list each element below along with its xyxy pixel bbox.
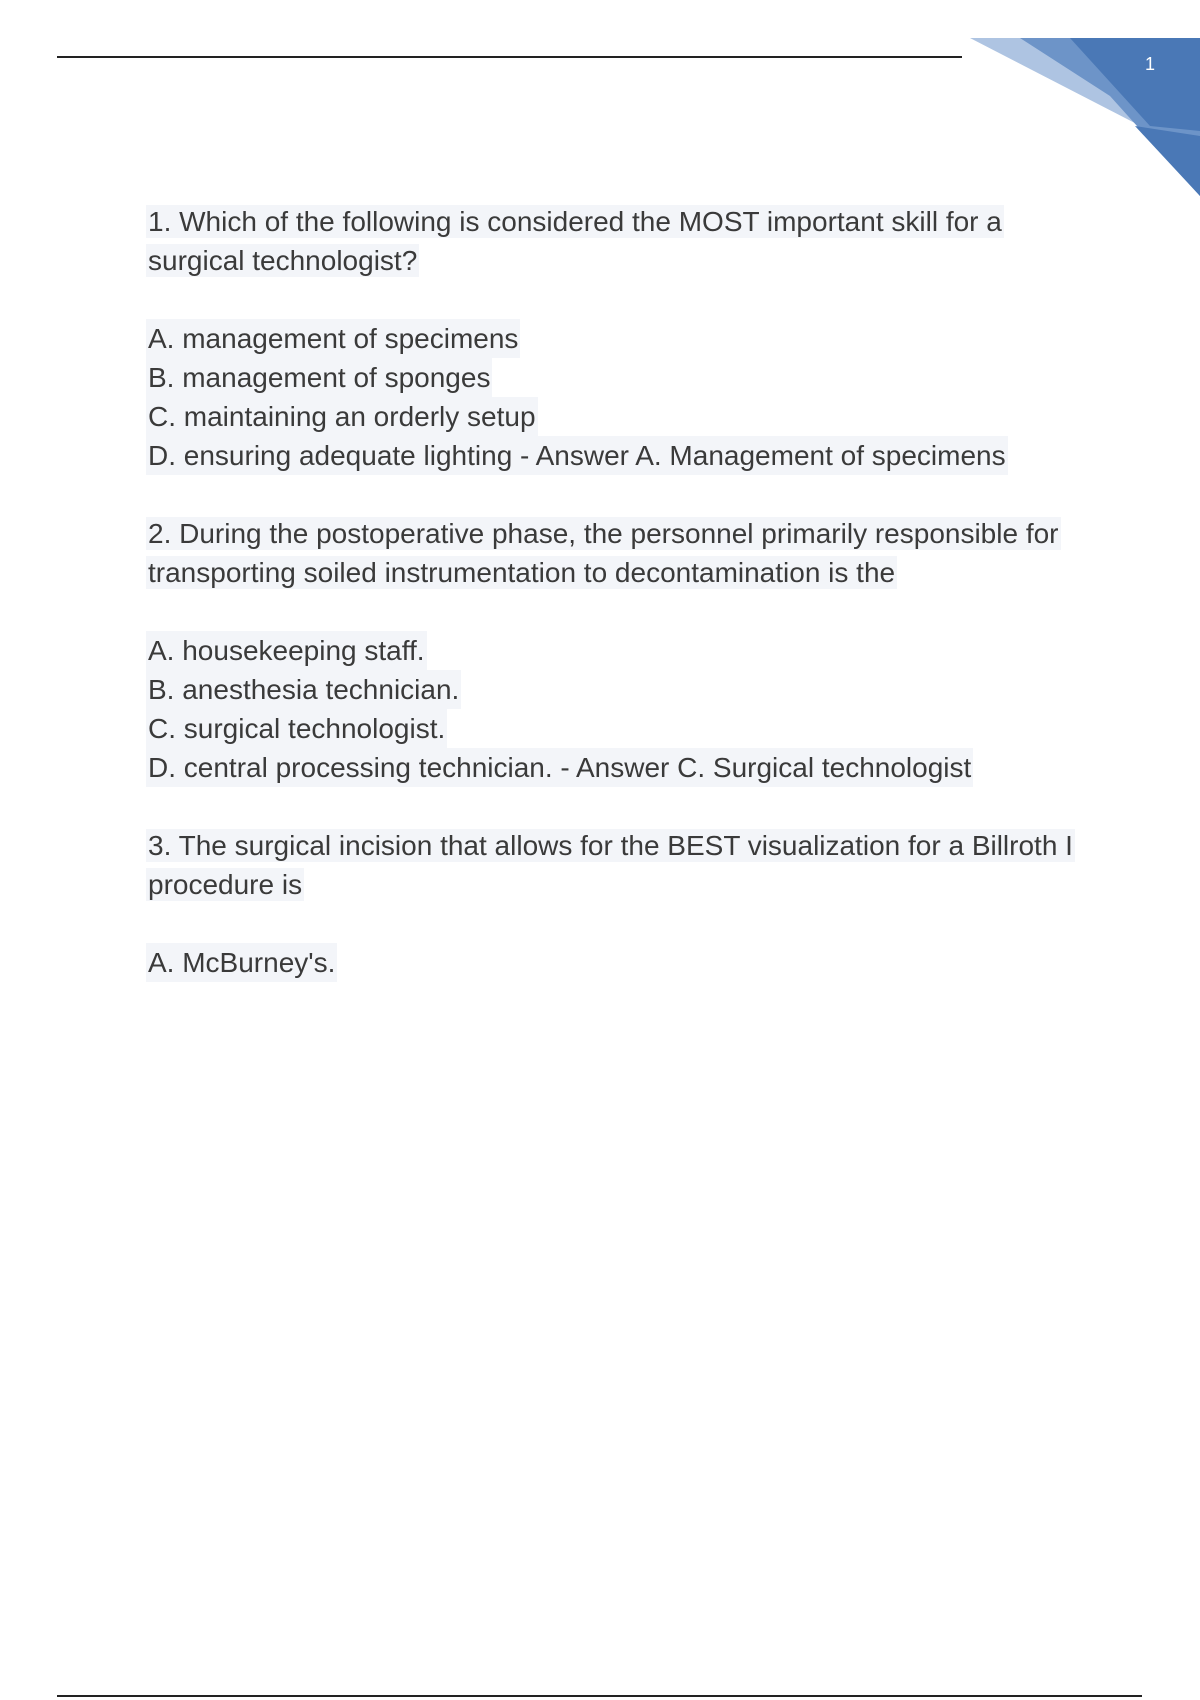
footer-rule xyxy=(57,1695,1142,1697)
option-item: C. maintaining an orderly setup xyxy=(146,397,538,436)
header-rule xyxy=(57,56,962,58)
option-item: A. management of specimens xyxy=(146,319,520,358)
corner-shape-tip xyxy=(1135,126,1200,196)
document-body xyxy=(146,202,1086,1021)
page-number: 1 xyxy=(1144,54,1155,74)
question-2 xyxy=(146,514,1086,787)
question-text: 3. The surgical incision that allows for the BEST visualization for a Billroth I procedure is xyxy=(148,830,1073,900)
option-item: B. management of sponges xyxy=(146,358,492,397)
option-item: A. housekeeping staff. xyxy=(146,631,427,670)
option-item: B. anesthesia technician. xyxy=(146,670,461,709)
question-text: 1. Which of the following is considered the MOST important skill for a surgical technologist? xyxy=(148,206,1002,276)
options-list xyxy=(146,943,1086,982)
options-list xyxy=(146,631,1086,787)
options-list xyxy=(146,319,1086,475)
option-item-with-answer: D. central processing technician. - Answer C. Surgical technologist xyxy=(146,748,973,787)
question-3 xyxy=(146,826,1086,982)
question-text: 2. During the postoperative phase, the personnel primarily responsible for transporting soiled instrumentation to decontamination is the xyxy=(148,518,1059,588)
question-1 xyxy=(146,202,1086,475)
option-item: C. surgical technologist. xyxy=(146,709,447,748)
option-item: A. McBurney's. xyxy=(146,943,337,982)
option-item-with-answer: D. ensuring adequate lighting - Answer A. Management of specimens xyxy=(146,436,1008,475)
